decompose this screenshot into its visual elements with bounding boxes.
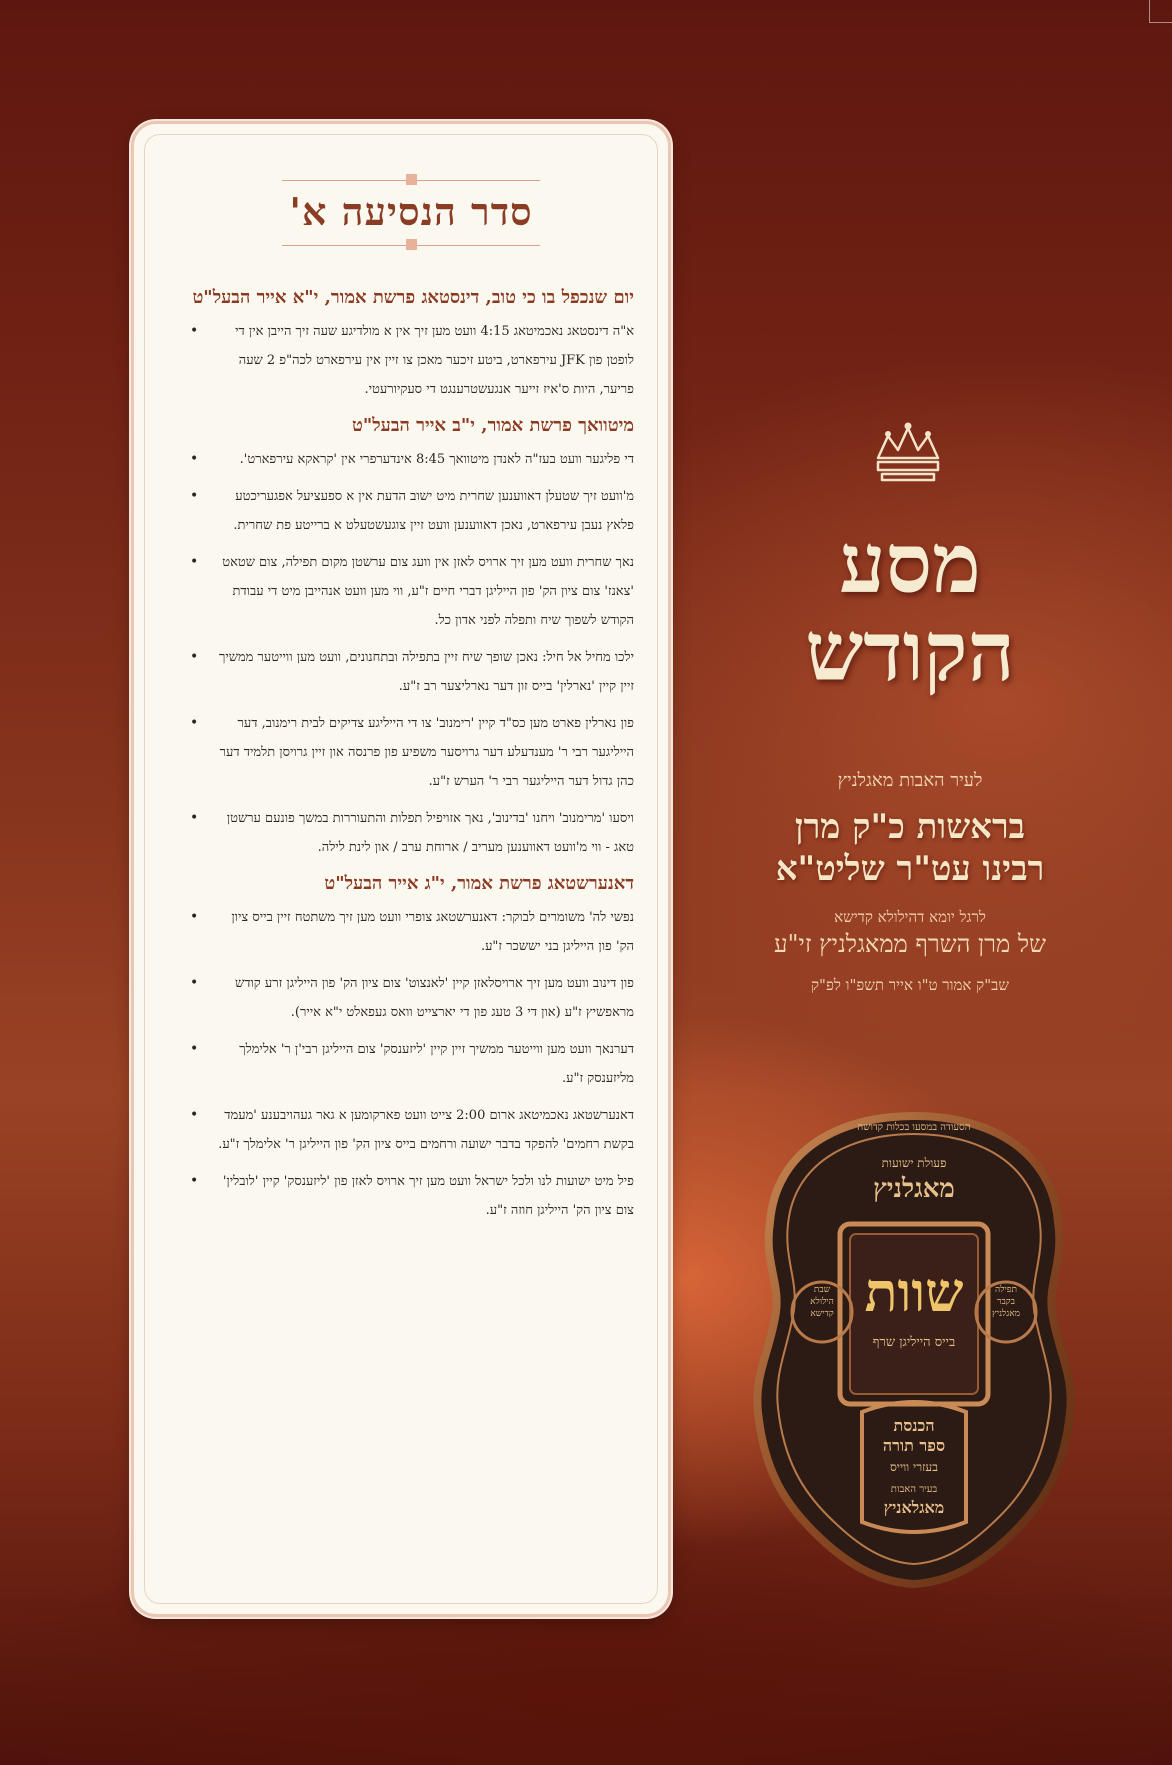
seal-center-sub: בייס הייליגן שרף: [872, 1335, 956, 1350]
hero-title: [730, 516, 1090, 700]
day-section: [188, 872, 634, 1225]
hero-subtitle-date: שב"ק אמור ט"ו אייר תשפ"ו לפ"ק: [811, 976, 1009, 994]
panel-title-block: [282, 180, 540, 246]
title-divider-top: [282, 180, 540, 181]
schedule-item: נפשי לה' משומרים לבוקר: דאנערשטאג צופרי וועט מען זיך משתטח זיין בייס ציון הק' פון הייליגן בני יששכר ז"ע. •: [188, 903, 634, 961]
day-section: [188, 286, 634, 404]
seal-bottom-1: הכנסת: [893, 1416, 935, 1435]
schedule-item: דאנערשטאג נאכמיטאג ארום 2:00 צייט וועט פארקומען א גאר געהויבענע 'מעמד בקשת רחמים' להפקד בדבר ישועה ורחמים בייס ציון הק' פון הייליגן ר' אלימלך ז"ע. •: [188, 1101, 634, 1159]
schedule-item: ויסעו 'מרימנוב' ויחנו 'בדינוב', נאך אזויפיל תפלות והתעוררות במשך פונעם ערשטן טאג - ווי מ'וועט דאווענען מעריב / ארוחת ערב / און לינת לילה. •: [188, 804, 634, 862]
schedule-item: נאך שחרית וועט מען זיך ארויס לאזן אין וועג צום ערשטן מקום תפילה, צום שטאט 'צאנז' צום ציון הק' פון הייליגן דברי חיים ז"ע, ווי מען וועט אנהייבן מיט די עבודת הקודש לשפוך שיח ותפלה לפני אדון כל. •: [188, 548, 634, 635]
seal-bottom-4: בעיר האבות: [890, 1484, 938, 1495]
seal-bottom-3: בעזרי ווייס: [889, 1460, 939, 1474]
crop-mark: [1149, 0, 1172, 23]
seal-name: מאגלניץ: [873, 1174, 955, 1204]
panel-title: סדר הנסיעה א': [289, 189, 533, 234]
seal-right-col: תפילה בקבר מאגלניץ: [992, 1285, 1020, 1319]
seal-center-big: שוות: [864, 1260, 964, 1324]
schedule-item: דערנאך וועט מען ווייטער ממשיך זיין קיין 'ליזענסק' צום הייליגן רבי'ן ר' אלימלך מליזענסק ז"ע. •: [188, 1035, 634, 1093]
hero-title-line-2: הקודש: [805, 604, 1015, 700]
seal-left-col: שבת הילולא קדישא: [810, 1285, 834, 1319]
day-heading: יום שנכפל בו כי טוב, דינסטאג פרשת אמור, י"א אייר הבעל"ט: [192, 287, 634, 308]
schedule-item: ילכו מחיל אל חיל: נאכן שופך שיח זיין בתפילה ובתחנונים, וועט מען ווייטער ממשיך זיין קיין 'נארלין' בייס זון דער נארליצער רב ז"ע. •: [188, 643, 634, 701]
crown-icon: [868, 418, 948, 488]
hero-subtitle-city: לעיר האבות מאגלניץ: [837, 770, 983, 791]
day-heading: דאנערשטאג פרשת אמור, י"ג אייר הבעל"ט: [324, 873, 634, 894]
title-divider-bottom: [282, 245, 540, 246]
schedule-item: מ'וועט זיך שטעלן דאווענען שחרית מיט ישוב הדעת אין א ספעציעל אפגעריכטע פלאץ נעבן עירפארט, נאכן דאווענען וועט זיין צוגעשטעלט א ברייטע פת שחרית. •: [188, 482, 634, 540]
schedule-item: פיל מיט ישועות לנו ולכל ישראל וועט מען זיך ארויס לאזן פון 'ליזענסק' קיין 'לובלין' צום ציון הק' הייליגן חוזה ז"ע. •: [188, 1167, 634, 1225]
schedule-list: [188, 445, 634, 862]
schedule-panel: [134, 124, 668, 1614]
seal-name-top: פעולת ישועות: [881, 1156, 947, 1170]
schedule-item: די פליגער וועט בעז"ה לאנדן מיטוואך 8:45 אינדערפרי אין 'קראקא עירפארט'. •: [188, 445, 634, 474]
hero-subtitle-tzadik: של מרן השרף ממאגלניץ זי"ע: [773, 930, 1047, 958]
schedule-item: פון נארלין פארט מען כס"ד קיין 'רימנוב' צו די הייליגע צדיקים לבית רימנוב, דער הייליגער רבי ר' מענדעלע דער גרויסער משפיע פון פרנסה און זיין גרויסן תלמיד דער כהן גדול דער הייליגער רבי ר' הערש ז"ע. •: [188, 709, 634, 796]
schedule-item: א"ה דינסטאג נאכמיטאג 4:15 וועט מען זיך אין א מולדיגע שעה זיך הייבן אין די לופטן פון JFK עירפארט, ביטע זיכער מאכן צו זיין אין עירפארט לכה"פ 2 שעה פריער, היות ס'איז זייער אנגעשטרענגט די סעקיורעטי. •: [188, 317, 634, 404]
schedule-item: פון דינוב וועט מען זיך ארויסלאזן קיין 'לאנצוט' צום ציון הק' פון הייליגן זרע קודש מראפשיץ ז"ע (און די 3 טעג פון די יארצייט וואס געפאלט י"א אייר). •: [188, 969, 634, 1027]
hero-title-line-1: מסע: [839, 516, 981, 612]
schedule-list: [188, 317, 634, 404]
hero-subtitle-leadership-line-1: בראשות כ"ק מרן: [794, 807, 1026, 847]
seal-bottom-5: מאגלאניץ: [883, 1498, 945, 1517]
day-heading: מיטוואך פרשת אמור, י"ב אייר הבעל"ט: [352, 415, 634, 436]
schedule-list: [188, 903, 634, 1225]
hero-subtitle-leadership: [740, 806, 1080, 890]
day-section: [188, 414, 634, 862]
seal-top-arc: הסעודה במסעו בכלות קדושה: [857, 1122, 971, 1133]
seal-bottom-2: ספר תורה: [882, 1436, 946, 1455]
hero-subtitle-leadership-line-2: רבינו עט"ר שליט"א: [775, 849, 1045, 889]
ornamental-seal: [752, 1112, 1076, 1588]
hero-subtitle-occasion: לרגל יומא דהילולא קדישא: [834, 908, 986, 926]
